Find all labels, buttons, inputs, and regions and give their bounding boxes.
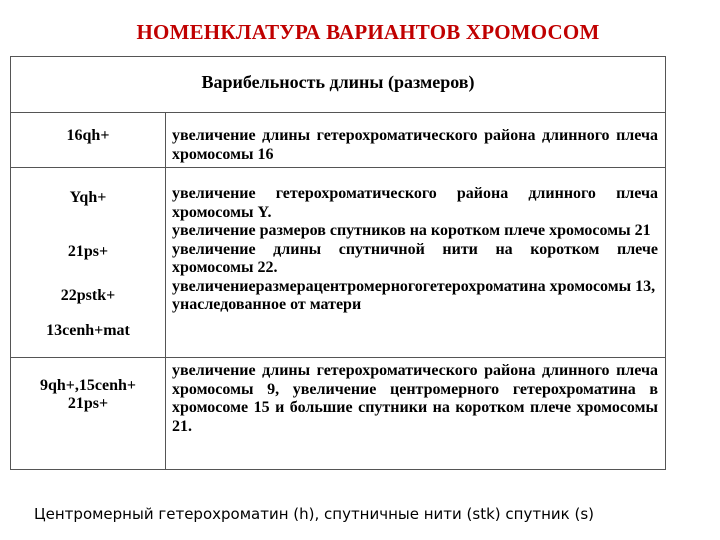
row-divider-2 (11, 357, 665, 358)
variant-code-16qh: 16qh+ (66, 127, 110, 144)
variant-description-21ps: увеличение размеров спутников на коротком плече хромосомы 21 (172, 222, 651, 239)
variant-descriptions-group (172, 185, 658, 315)
legend-footnote: Центромерный гетерохроматин (h), спутничные нити (stk) спутник (s) (34, 505, 594, 523)
variant-description-yqh: увеличение гетерохроматического района длинного плеча хромосомы Y. (172, 185, 658, 221)
variant-description-22pstk: увеличение длины спутничной нити на коротком плече хромосомы 22. (172, 240, 658, 276)
table-header: Варибельность длины (размеров) (11, 57, 665, 113)
page-title: НОМЕНКЛАТУРА ВАРИАНТОВ ХРОМОСОМ (136, 20, 600, 44)
variant-code-22pstk: 22pstk+ (60, 287, 116, 304)
variant-code-yqh: Yqh+ (69, 189, 107, 206)
row-divider-1 (11, 167, 665, 168)
variant-code-13cenh-mat: 13cenh+mat (46, 322, 130, 339)
chromosome-variants-table (10, 56, 666, 470)
variant-description-9qh-15cenh-21ps: увеличение длины гетерохроматического района длинного плеча хромосомы 9, увеличение центромерного гетерохроматина в хромосоме 15 и большие спутники на коротком плече хромосомы 21. (172, 362, 658, 435)
variant-description-13cenh-mat: увеличениеразмерацентромерногогетерохроматина хромосомы 13, унаследованное от матери (172, 277, 656, 313)
variant-code-9qh-15cenh-21ps: 9qh+,15cenh+ 21ps+ (39, 377, 137, 412)
variant-description-16qh: увеличение длины гетерохроматического района длинного плеча хромосомы 16 (172, 127, 658, 163)
variant-code-21ps: 21ps+ (67, 243, 109, 260)
